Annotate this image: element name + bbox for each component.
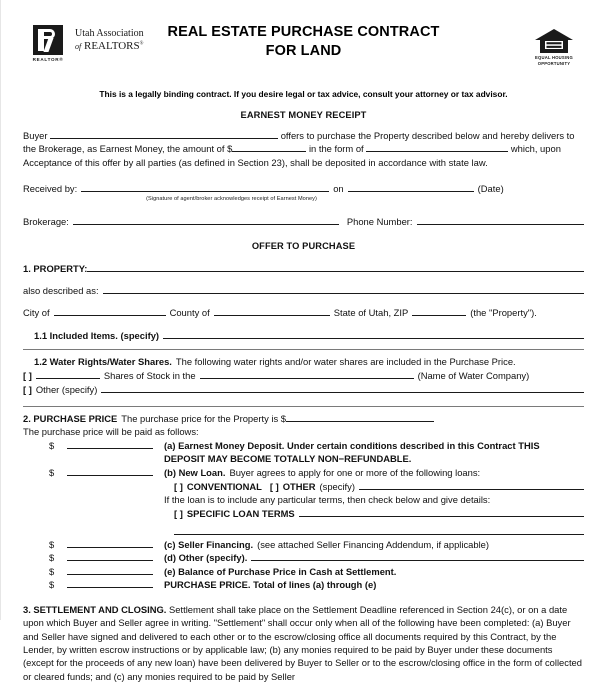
water-rights-title-row	[34, 355, 584, 368]
title-line-1: REAL ESTATE PURCHASE CONTRACT	[167, 24, 440, 40]
other-loan-label: OTHER	[282, 480, 316, 492]
conventional-label: CONVENTIONAL	[186, 480, 262, 492]
signature-caption: (Signature of agent/broker acknowledges receipt of Earnest Money)	[146, 196, 317, 203]
buyer-name-blank[interactable]	[50, 129, 278, 139]
item-c-dollar-sign: $	[49, 538, 55, 550]
city-county-row	[23, 306, 584, 319]
item-b-row	[23, 466, 584, 480]
realtor-wordmark: REALTOR®	[32, 57, 64, 62]
item-a-amount-blank[interactable]	[67, 439, 153, 449]
item-c-amount-blank[interactable]	[67, 538, 153, 548]
realtor-r-mark-icon	[33, 25, 63, 55]
earnest-money-amount-blank[interactable]	[232, 142, 306, 152]
house-icon	[534, 28, 574, 54]
item-b-dollar-sign: $	[49, 467, 55, 479]
item-a-dollar-sign: $	[49, 439, 55, 451]
item-d-label: (d) Other (specify).	[164, 552, 248, 564]
item-c-label: (c) Seller Financing.	[164, 538, 254, 550]
item-a-row	[23, 439, 584, 453]
paid-as-follows-row	[23, 425, 584, 438]
included-items-blank[interactable]	[163, 329, 584, 339]
section-1-title: 1. PROPERTY:	[23, 262, 88, 274]
water-rights-title: 1.2 Water Rights/Water Shares.	[34, 356, 172, 368]
earnest-money-receipt-heading: EARNEST MONEY RECEIPT	[240, 110, 367, 120]
item-total-row	[23, 578, 584, 592]
property-blank[interactable]	[87, 262, 584, 272]
section-3-title: 3. SETTLEMENT AND CLOSING.	[23, 604, 167, 616]
section-3-paragraph	[23, 603, 584, 683]
water-shares-checkbox[interactable]: [ ]	[23, 370, 32, 382]
divider-1	[23, 349, 584, 350]
equal-housing-opportunity-logo	[530, 28, 578, 66]
shares-of-stock-label: Shares of Stock in the	[103, 370, 196, 382]
item-e-amount-blank[interactable]	[67, 565, 153, 575]
item-b-label: (b) New Loan.	[164, 467, 226, 479]
specific-loan-terms-checkbox[interactable]: [ ]	[174, 507, 183, 519]
county-label: County of	[169, 307, 210, 319]
earnest-money-text-3: which, upon Acceptance of this offer by all parties (as defined in Section 23), shall be deposited in accordance with state law.	[23, 143, 561, 168]
county-blank[interactable]	[214, 306, 330, 316]
section-3-body: Settlement shall take place on the Settlement Deadline referenced in Section 24(c), or on a date upon which Buyer and Seller agree in writing. "Settlement" shall occur only when all of the following have been completed: (a) Buyer and Seller have signed and delivered to each other or to the escrow/closing office all documents required by this Contract, by the Lender, by written escrow instructions or by applicable law; (b) any monies required to be paid by Buyer under these documents (except for the proceeds of any new loan) have been delivered by Buyer to Seller or to the escrow/closing office in the form of collected or cleared funds; and (c) any monies required to be paid by Seller	[23, 604, 582, 682]
specific-loan-terms-row-2	[23, 525, 584, 535]
loan-terms-note-row	[23, 493, 584, 507]
purchase-price-intro: The purchase price for the Property is $	[121, 413, 286, 425]
earnest-money-form-blank[interactable]	[366, 142, 508, 152]
loan-terms-note: If the loan is to include any particular terms, then check below and give details:	[164, 494, 491, 506]
utah-association-realtors-text	[75, 28, 144, 52]
on-label: on	[333, 183, 344, 195]
realtor-logo	[25, 25, 71, 62]
earnest-money-paragraph	[23, 129, 584, 169]
title-line-2: FOR LAND	[265, 42, 342, 59]
water-shares-row	[23, 369, 584, 382]
included-items-row	[23, 329, 584, 342]
specific-loan-terms-blank[interactable]	[299, 507, 584, 517]
also-described-blank[interactable]	[103, 284, 584, 294]
purchase-price-blank[interactable]	[286, 412, 434, 422]
item-e-row	[23, 565, 584, 579]
org-line-2: of REALTORS®	[75, 39, 144, 52]
loan-type-row	[23, 480, 584, 494]
water-company-label: (Name of Water Company)	[417, 370, 530, 382]
purchase-price-row	[23, 412, 584, 425]
specific-loan-terms-blank-2[interactable]	[174, 525, 584, 535]
item-d-blank[interactable]	[251, 551, 584, 561]
city-blank[interactable]	[54, 306, 166, 316]
received-by-row	[23, 182, 584, 195]
also-described-label: also described as:	[23, 285, 99, 297]
water-other-blank[interactable]	[101, 383, 584, 393]
other-loan-specify-label: (specify)	[319, 480, 355, 492]
item-total-amount-blank[interactable]	[67, 578, 153, 588]
brokerage-row	[23, 215, 584, 228]
item-a-label: (a) Earnest Money Deposit. Under certain conditions described in this Contract THIS	[164, 439, 540, 451]
brokerage-blank[interactable]	[73, 215, 339, 225]
received-by-label: Received by:	[23, 183, 78, 195]
item-c-text: (see attached Seller Financing Addendum, if applicable)	[257, 538, 490, 550]
specific-loan-terms-label: SPECIFIC LOAN TERMS	[186, 507, 295, 519]
other-loan-blank[interactable]	[359, 480, 584, 490]
item-b-text: Buyer agrees to apply for one or more of the following loans:	[229, 467, 481, 479]
divider-2	[23, 406, 584, 407]
section-2-title: 2. PURCHASE PRICE	[23, 413, 118, 425]
city-label: City of	[23, 307, 50, 319]
item-d-amount-blank[interactable]	[67, 551, 153, 561]
conventional-checkbox[interactable]: [ ]	[174, 480, 183, 492]
property-row	[23, 262, 584, 275]
water-rights-block	[23, 355, 584, 368]
brokerage-label: Brokerage:	[23, 216, 69, 228]
date-label: (Date)	[477, 183, 504, 195]
item-e-dollar-sign: $	[49, 565, 55, 577]
water-other-checkbox[interactable]: [ ]	[23, 383, 32, 395]
water-rights-text: The following water rights and/or water shares are included in the Purchase Price.	[175, 356, 516, 368]
item-e-label: (e) Balance of Purchase Price in Cash at Settlement.	[164, 565, 397, 577]
buyer-label: Buyer	[23, 130, 48, 141]
eho-label	[530, 55, 578, 66]
item-a-label-line2: DEPOSIT MAY BECOME TOTALLY NON−REFUNDABLE.	[164, 453, 412, 465]
specific-loan-terms-row	[23, 507, 584, 521]
paid-as-follows-label: The purchase price will be paid as follows:	[23, 426, 199, 438]
phone-number-label: Phone Number:	[346, 216, 413, 228]
water-other-label: Other (specify)	[35, 383, 98, 395]
org-line-1: Utah Association	[75, 28, 144, 39]
offer-to-purchase-heading: OFFER TO PURCHASE	[251, 240, 356, 251]
eho-line-1: EQUAL HOUSING	[535, 55, 573, 60]
received-date-blank[interactable]	[348, 182, 474, 192]
item-total-label: PURCHASE PRICE. Total of lines (a) through (e)	[164, 579, 377, 591]
item-d-row	[23, 551, 584, 565]
water-shares-count-blank[interactable]	[36, 369, 100, 379]
document-header	[23, 22, 584, 80]
property-term-label: (the "Property").	[470, 307, 537, 319]
eho-line-2: OPPORTUNITY	[537, 60, 571, 66]
item-c-row	[23, 538, 584, 552]
phone-number-blank[interactable]	[417, 215, 584, 225]
item-b-amount-blank[interactable]	[67, 466, 153, 476]
earnest-money-text-1: offers to purchase the Property described below and hereby delivers to the Brokerage, as Earnest Money, the amount of $	[23, 130, 575, 155]
legal-notice: This is a legally binding contract. If you desire legal or tax advice, consult your attorney or tax advisor.	[99, 89, 508, 99]
included-items-label: 1.1 Included Items. (specify)	[34, 329, 160, 341]
received-by-signature-blank[interactable]	[81, 182, 329, 192]
item-total-dollar-sign: $	[49, 579, 55, 591]
other-loan-checkbox[interactable]: [ ]	[269, 480, 279, 492]
water-other-row	[23, 383, 584, 396]
zip-blank[interactable]	[412, 306, 466, 316]
also-described-row	[23, 284, 584, 297]
earnest-money-text-2: in the form of	[308, 143, 364, 155]
state-zip-label: State of Utah, ZIP	[333, 307, 409, 319]
water-company-blank[interactable]	[200, 369, 414, 379]
item-d-dollar-sign: $	[49, 552, 55, 564]
